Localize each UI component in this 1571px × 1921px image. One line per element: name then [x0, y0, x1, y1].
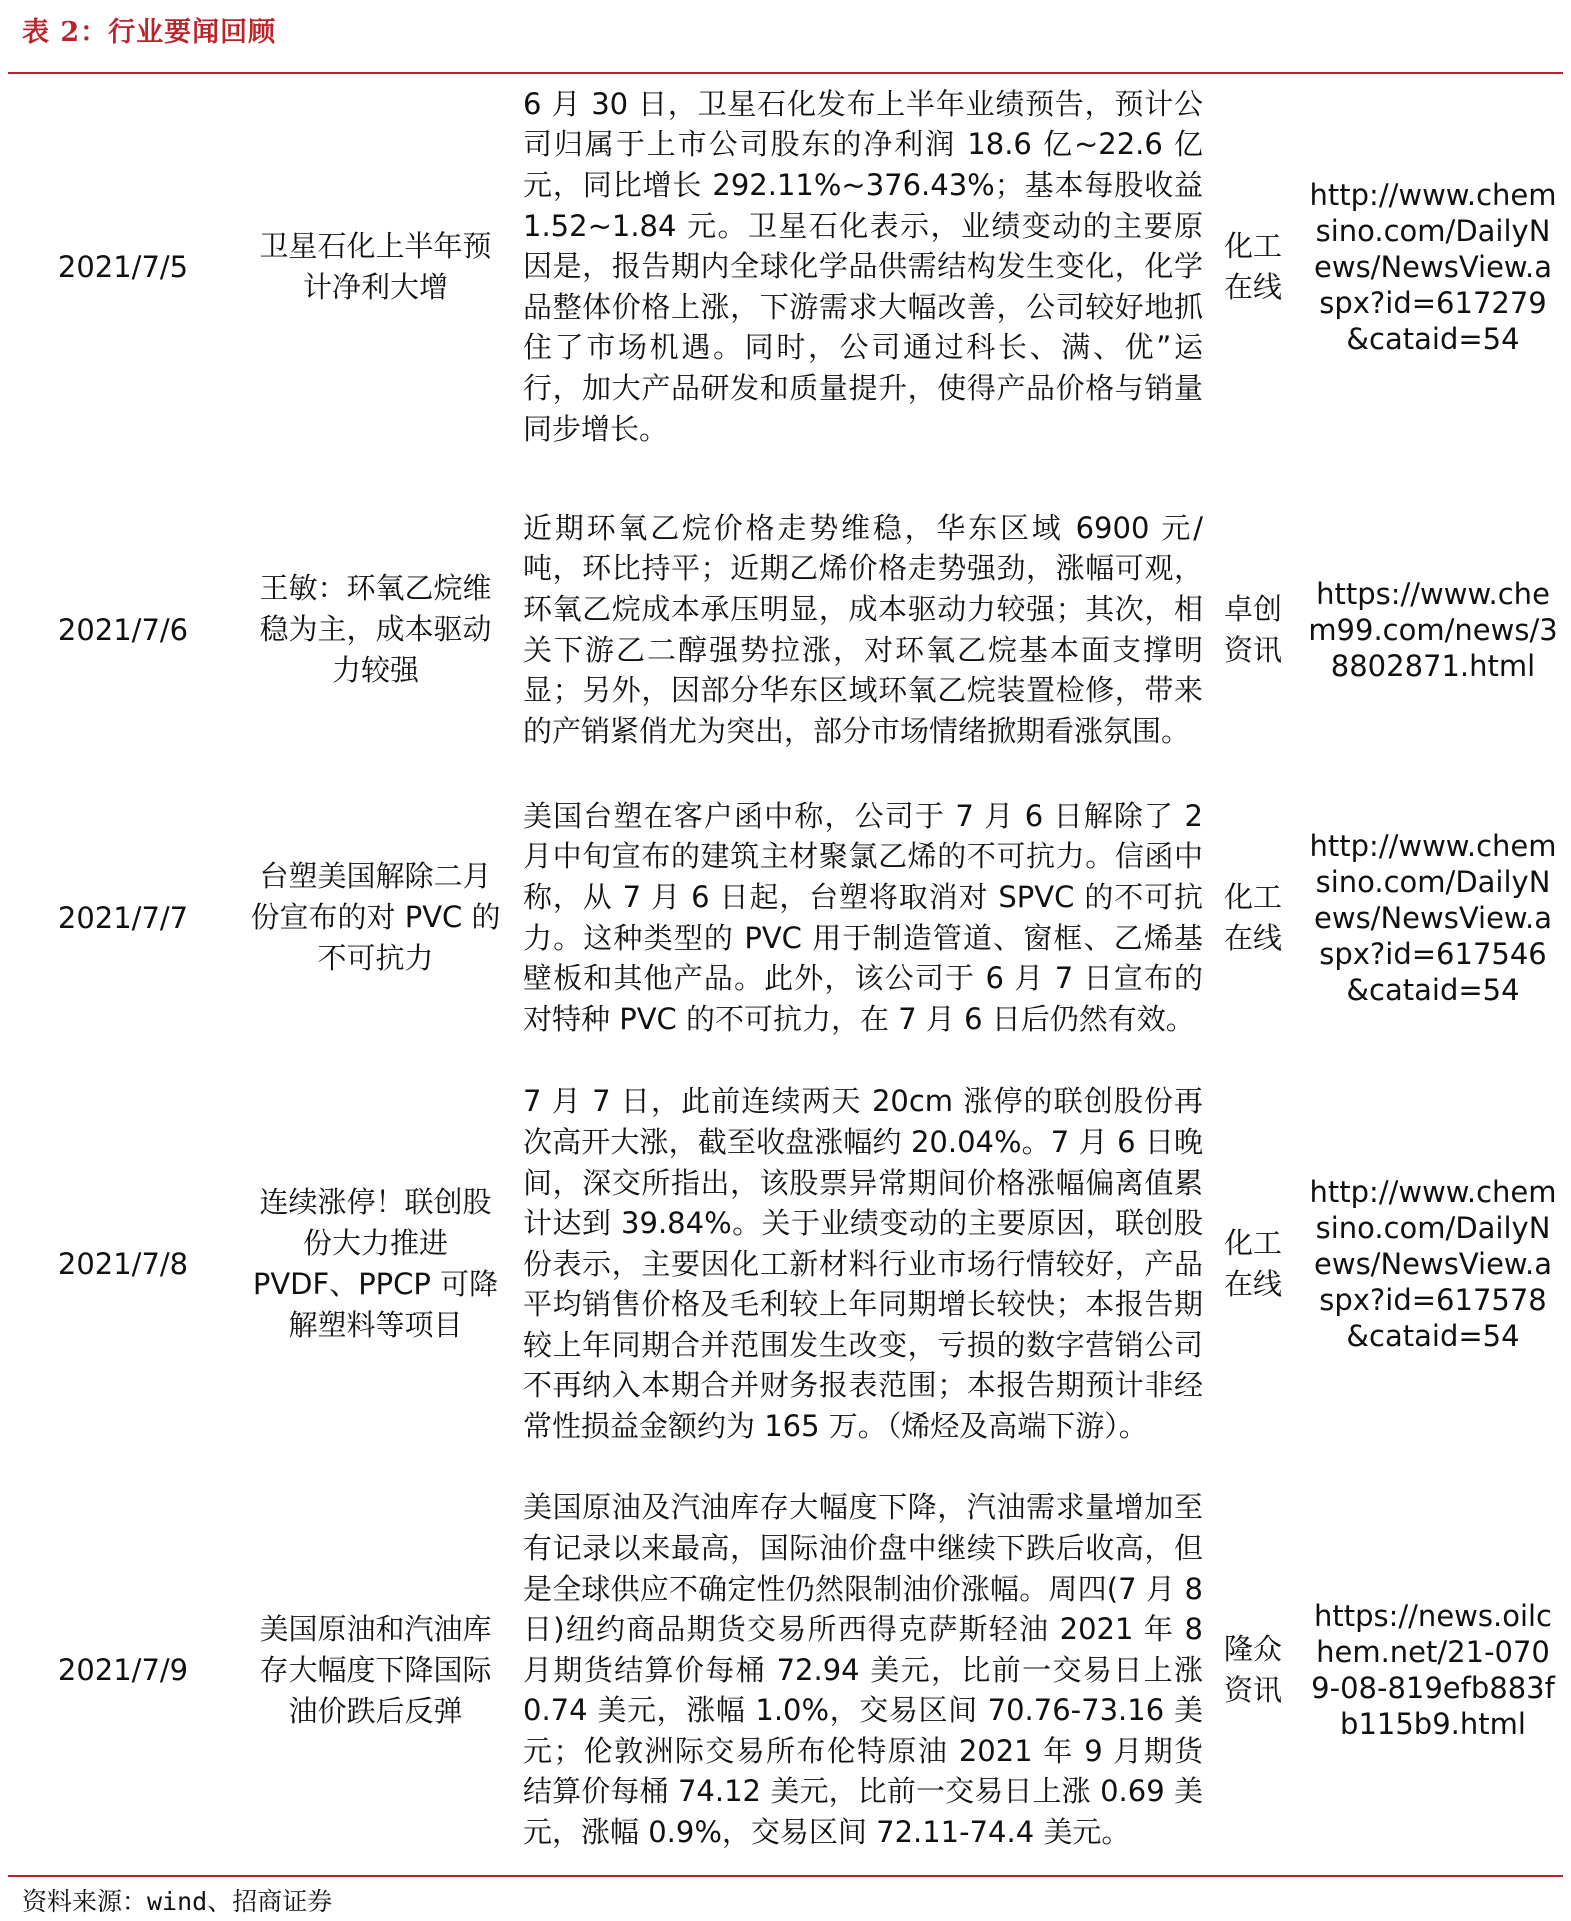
table-row — [8, 486, 1563, 773]
url-cell: https://news.oilchem.net/21-0709-08-819efb883fb115b9.html — [1311, 1599, 1555, 1741]
footer-rule — [8, 1875, 1563, 1877]
date-cell: 2021/7/6 — [57, 612, 189, 647]
table-title: 表 2：行业要闻回顾 — [22, 17, 277, 48]
table-row — [8, 1465, 1563, 1875]
date-cell: 2021/7/8 — [57, 1247, 189, 1281]
headline-cell: 连续涨停！联创股份大力推进 PVDF、PPCP 可降解塑料等项目 — [252, 1185, 499, 1342]
table-row — [8, 74, 1563, 459]
body-cell: 美国台塑在客户函中称，公司于 7 月 6 日解除了 2 月中旬宣布的建筑主材聚氯乙烯的不可抗力。信函中称，从 7 月 6 日起，台塑将取消对 SPVC 的不可抗力。这种类型的 PVC 用于制造管道、窗框、乙烯基壁板和其他产品。此外，该公司于 6 月 7 日宣布的对特种 PVC 的不可抗力，在 7 月 6 日后仍然有效。 — [523, 798, 1203, 1036]
source-cell: 卓创资讯 — [1223, 591, 1282, 667]
headline-cell: 王敏：环氧乙烷维稳为主，成本驱动力较强 — [259, 571, 492, 687]
body-cell: 近期环氧乙烷价格走势维稳，华东区域 6900 元/吨，环比持平；近期乙烯价格走势强劲，涨幅可观，环氧乙烷成本承压明显，成本驱动力较强；其次，相关下游乙二醇强势拉涨，对环氧乙烷基本面支撑明显；另外，因部分华东区域环氧乙烷装置检修，带来的产销紧俏尤为突出，部分市场情绪掀期看涨氛围。 — [523, 510, 1203, 748]
url-cell: http://www.chemsino.com/DailyNews/NewsView.aspx?id=617279&cataid=54 — [1309, 177, 1557, 356]
source-cell: 隆众资讯 — [1223, 1632, 1282, 1707]
source-cell: 化工在线 — [1223, 1226, 1282, 1301]
date-cell: 2021/7/9 — [57, 1653, 189, 1687]
url-cell: http://www.chemsino.com/DailyNews/NewsView.aspx?id=617578&cataid=54 — [1309, 1175, 1557, 1353]
table-row — [8, 773, 1563, 1062]
url-cell: http://www.chemsino.com/DailyNews/NewsView.aspx?id=617546&cataid=54 — [1309, 828, 1557, 1007]
source-cell: 化工在线 — [1223, 879, 1282, 955]
source-cell: 化工在线 — [1223, 228, 1282, 304]
body-cell: 6 月 30 日，卫星石化发布上半年业绩预告，预计公司归属于上市公司股东的净利润 18.6 亿~22.6 亿元，同比增长 292.11%~376.43%；基本每股收益 1.52~1.84 元。卫星石化表示，业绩变动的主要原因是，报告期内全球化学品供需结构发生变化，化学品整体价格上涨，下游需求大幅改善，公司较好地抓住了市场机遇。同时，公司通过科长、满、优”运行，加大产品研发和质量提升，使得产品价格与销量同步增长。 — [523, 86, 1203, 446]
headline-cell: 卫星石化上半年预计净利大增 — [259, 228, 492, 304]
url-cell: https://www.chem99.com/news/38802871.html — [1308, 576, 1558, 683]
headline-cell: 美国原油和汽油库存大幅度下降国际油价跌后反弹 — [259, 1611, 492, 1728]
date-cell: 2021/7/7 — [57, 900, 189, 935]
date-cell: 2021/7/5 — [57, 249, 189, 284]
table-row — [8, 1059, 1563, 1469]
body-cell: 7 月 7 日，此前连续两天 20cm 涨停的联创股份再次高开大涨，截至收盘涨幅约 20.04%。7 月 6 日晚间，深交所指出，该股票异常期间价格涨幅偏离值累计达到 39.84%。关于业绩变动的主要原因，联创股份表示，主要因化工新材料行业市场行情较好，产品平均销售价格及毛利较上年同期增长较快；本报告期较上年同期合并范围发生改变，亏损的数字营销公司不再纳入本期合并财务报表范围；本报告期预计非经常性损益金额约为 165 万。（烯烃及高端下游）。 — [523, 1084, 1203, 1444]
source-note: 资料来源：wind、招商证券 — [22, 1887, 333, 1916]
body-cell: 美国原油及汽油库存大幅度下降，汽油需求量增加至有记录以来最高，国际油价盘中继续下跌后收高，但是全球供应不确定性仍然限制油价涨幅。周四(7 月 8 日)纽约商品期货交易所西得克萨斯轻油 2021 年 8 月期货结算价每桶 72.94 美元，比前一交易日上涨 0.74 美元，涨幅 1.0%，交易区间 70.76-73.16 美元；伦敦洲际交易所布伦特原油 2021 年 9 月期货结算价每桶 74.12 美元，比前一交易日上涨 0.69 美元，涨幅 0.9%，交易区间 72.11-74.4 美元。 — [523, 1490, 1203, 1850]
headline-cell: 台塑美国解除二月份宣布的对 PVC 的不可抗力 — [250, 859, 501, 975]
